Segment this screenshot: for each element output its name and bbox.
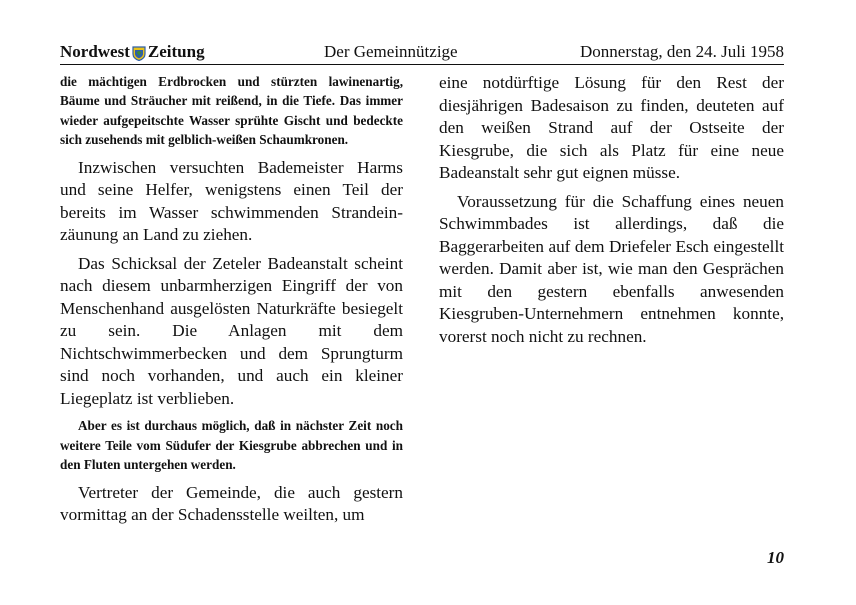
bold-paragraph: Aber es ist durchaus möglich, daß in nächster Zeit noch weitere Teile vom Südufer der Kiesgrube abbrechen und in den Fluten untergehen werden. — [60, 418, 403, 473]
body-paragraph: Das Schicksal der Zeteler Badeanstalt scheint nach diesem unbarmherzigen Eingriff der von Menschenhand ausgelösten Naturkräfte besiegelt zu sein. Die Anlagen mit dem Nichtschwimmerbecken und dem Sprungturm sind noch vorhanden, und auch ein kleiner Liegeplatz ist verblieben. — [60, 253, 403, 408]
page-number: 10 — [767, 548, 784, 567]
body-paragraph: Vertreter der Gemeinde, die auch gestern vormittag an der Schadensstelle weilten, um — [60, 482, 403, 525]
section-title: Der Gemeinnützige — [324, 42, 458, 61]
left-column — [60, 72, 403, 533]
header-rule — [60, 64, 784, 65]
right-column — [439, 72, 784, 354]
body-paragraph: Inzwischen versuchten Bademeister Harms und seine Helfer, wenigstens einen Teil der bereits im Wasser schwimmenden Strandeinzäunung an Land zu ziehen. — [60, 157, 403, 245]
page-header — [60, 40, 784, 64]
masthead-left: Nordwest — [60, 42, 130, 61]
lead-bold-paragraph: die mächtigen Erdbrocken und stürzten lawinenartig, Bäume und Sträucher mit reißend, in die Tiefe. Das immer wieder aufgepeitschte Wasser sprühte Gischt und bedeckte sich zusehends mit gelblich-weißen Schaumkronen. — [60, 74, 403, 148]
coat-of-arms-icon — [132, 46, 146, 61]
issue-date: Donnerstag, den 24. Juli 1958 — [580, 42, 784, 61]
newspaper-masthead — [60, 42, 205, 62]
body-paragraph: Voraussetzung für die Schaffung eines neuen Schwimmbades ist allerdings, daß die Baggerarbeiten auf dem Driefeler Esch eingestellt werden. Damit aber ist, wie man den Gesprächen mit den gestern ebenfalls anwesenden Kiesgruben-Unternehmern entnehmen konnte, vorerst noch nicht zu rechnen. — [439, 191, 784, 346]
masthead-right: Zeitung — [147, 42, 205, 61]
body-paragraph: eine notdürftige Lösung für den Rest der diesjährigen Badesaison zu finden, deuteten auf den weißen Strand auf der Ostseite der Kiesgrube, die sich als Platz für eine neue Badeanstalt sehr gut eignen müsse. — [439, 73, 784, 182]
